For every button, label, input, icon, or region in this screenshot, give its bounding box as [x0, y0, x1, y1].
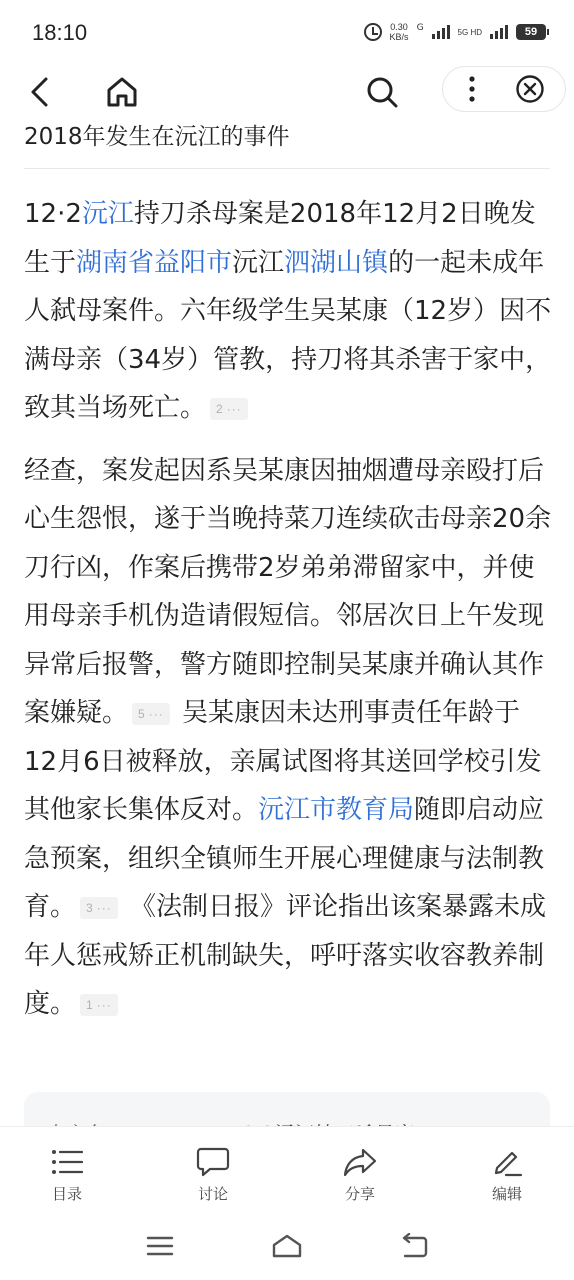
reference-dots: ···	[96, 900, 112, 915]
battery-icon: 59	[516, 24, 546, 40]
text-span: 《法制日报》评论指出该案暴露未成年人惩戒矫正机制缺失，呼吁落实收容教养制度。	[24, 892, 546, 1019]
share-label: 分享	[344, 1185, 375, 1203]
house-outline-icon	[271, 1233, 303, 1259]
link-education-bureau[interactable]: 沅江市教育局	[258, 795, 415, 825]
reference-dots: ···	[148, 706, 164, 721]
system-home-button[interactable]	[265, 1224, 309, 1268]
status-icons	[364, 22, 546, 42]
reference-number: 1	[86, 997, 93, 1012]
link-yuanjiang[interactable]: 沅江	[81, 199, 134, 229]
reference-number: 5	[138, 706, 145, 721]
reference-badge[interactable]	[210, 398, 248, 420]
list-icon	[50, 1145, 84, 1179]
text-span: 随即启动应急预案，组织全镇师生开展心理健康与法制教育。	[24, 795, 545, 922]
system-nav-bar	[0, 1216, 574, 1280]
toc-button[interactable]	[27, 1145, 107, 1209]
reference-badge[interactable]	[80, 897, 118, 919]
search-button[interactable]	[358, 68, 406, 116]
paragraph-2	[24, 447, 552, 1029]
back-button[interactable]	[16, 68, 64, 116]
reference-badge[interactable]	[80, 994, 118, 1016]
reference-number: 2	[216, 401, 223, 416]
system-back-button[interactable]	[392, 1224, 436, 1268]
net-type: G	[416, 23, 424, 33]
menu-icon	[146, 1235, 174, 1257]
nav-bar	[0, 64, 574, 120]
net-label: 5G HD	[457, 27, 482, 37]
home-button[interactable]	[98, 68, 146, 116]
pencil-icon	[490, 1145, 524, 1179]
divider	[24, 168, 550, 169]
discuss-label: 讨论	[197, 1185, 228, 1203]
toc-label: 目录	[51, 1185, 82, 1203]
close-circle-icon	[515, 74, 545, 104]
paragraph-1	[24, 190, 552, 433]
share-arrow-icon	[343, 1145, 377, 1179]
text-span: 的一起未成年人弑母案件。六年级学生吴某康（12岁）因不满母亲（34岁）管教，持刀将其杀害于家中，致其当场死亡。	[24, 247, 552, 423]
more-button[interactable]	[450, 68, 494, 110]
chevron-left-icon	[26, 76, 54, 108]
net-speed	[390, 22, 409, 42]
net-speed-unit: KB/s	[389, 32, 409, 42]
bottom-toolbar	[0, 1126, 574, 1216]
close-button[interactable]	[508, 68, 552, 110]
home-icon	[105, 76, 139, 108]
share-button[interactable]	[320, 1145, 400, 1209]
text-span: 经查，案发起因系吴某康因抽烟遭母亲殴打后心生怨恨，遂于当晚持菜刀连续砍击母亲20余刀行凶，作案后携带2岁弟弟滞留家中，并使用母亲手机伪造请假短信。邻居次日上午发现异常后报警，警方随即控制吴某康并确认其作案嫌疑。	[24, 455, 552, 728]
edit-button[interactable]	[467, 1145, 547, 1209]
discuss-button[interactable]	[173, 1145, 253, 1209]
signal-icon	[432, 25, 450, 39]
link-hunan-yiyang[interactable]: 湖南省益阳市	[76, 247, 233, 278]
alarm-icon	[364, 23, 382, 41]
status-time: 18:10	[32, 20, 88, 45]
net-speed-value: 0.30	[390, 22, 408, 32]
reference-dots: ···	[226, 401, 242, 416]
text-span: 沅江	[232, 247, 285, 278]
recent-apps-button[interactable]	[138, 1224, 182, 1268]
reference-dots: ···	[96, 997, 112, 1012]
text-span: 12·2	[24, 199, 82, 229]
reference-badge[interactable]	[132, 703, 170, 725]
signal-icon-2	[490, 25, 508, 39]
reference-number: 3	[86, 900, 93, 915]
edit-label: 编辑	[491, 1185, 522, 1203]
link-sihushan-town[interactable]: 泗湖山镇	[284, 247, 389, 278]
status-bar	[0, 0, 574, 64]
article-body	[24, 190, 552, 1043]
text-span: 持刀杀母案是2018年12月2日晚发生于	[24, 199, 536, 278]
search-icon	[365, 75, 399, 109]
more-vertical-icon	[468, 76, 476, 102]
chat-bubble-icon	[196, 1145, 230, 1179]
return-arrow-icon	[399, 1233, 429, 1259]
page-title: 2018年发生在沅江的事件	[24, 124, 290, 150]
text-span: 吴某康因未达刑事责任年龄于12月6日被释放，亲属试图将其送回学校引发其他家长集体反对。	[24, 698, 542, 825]
